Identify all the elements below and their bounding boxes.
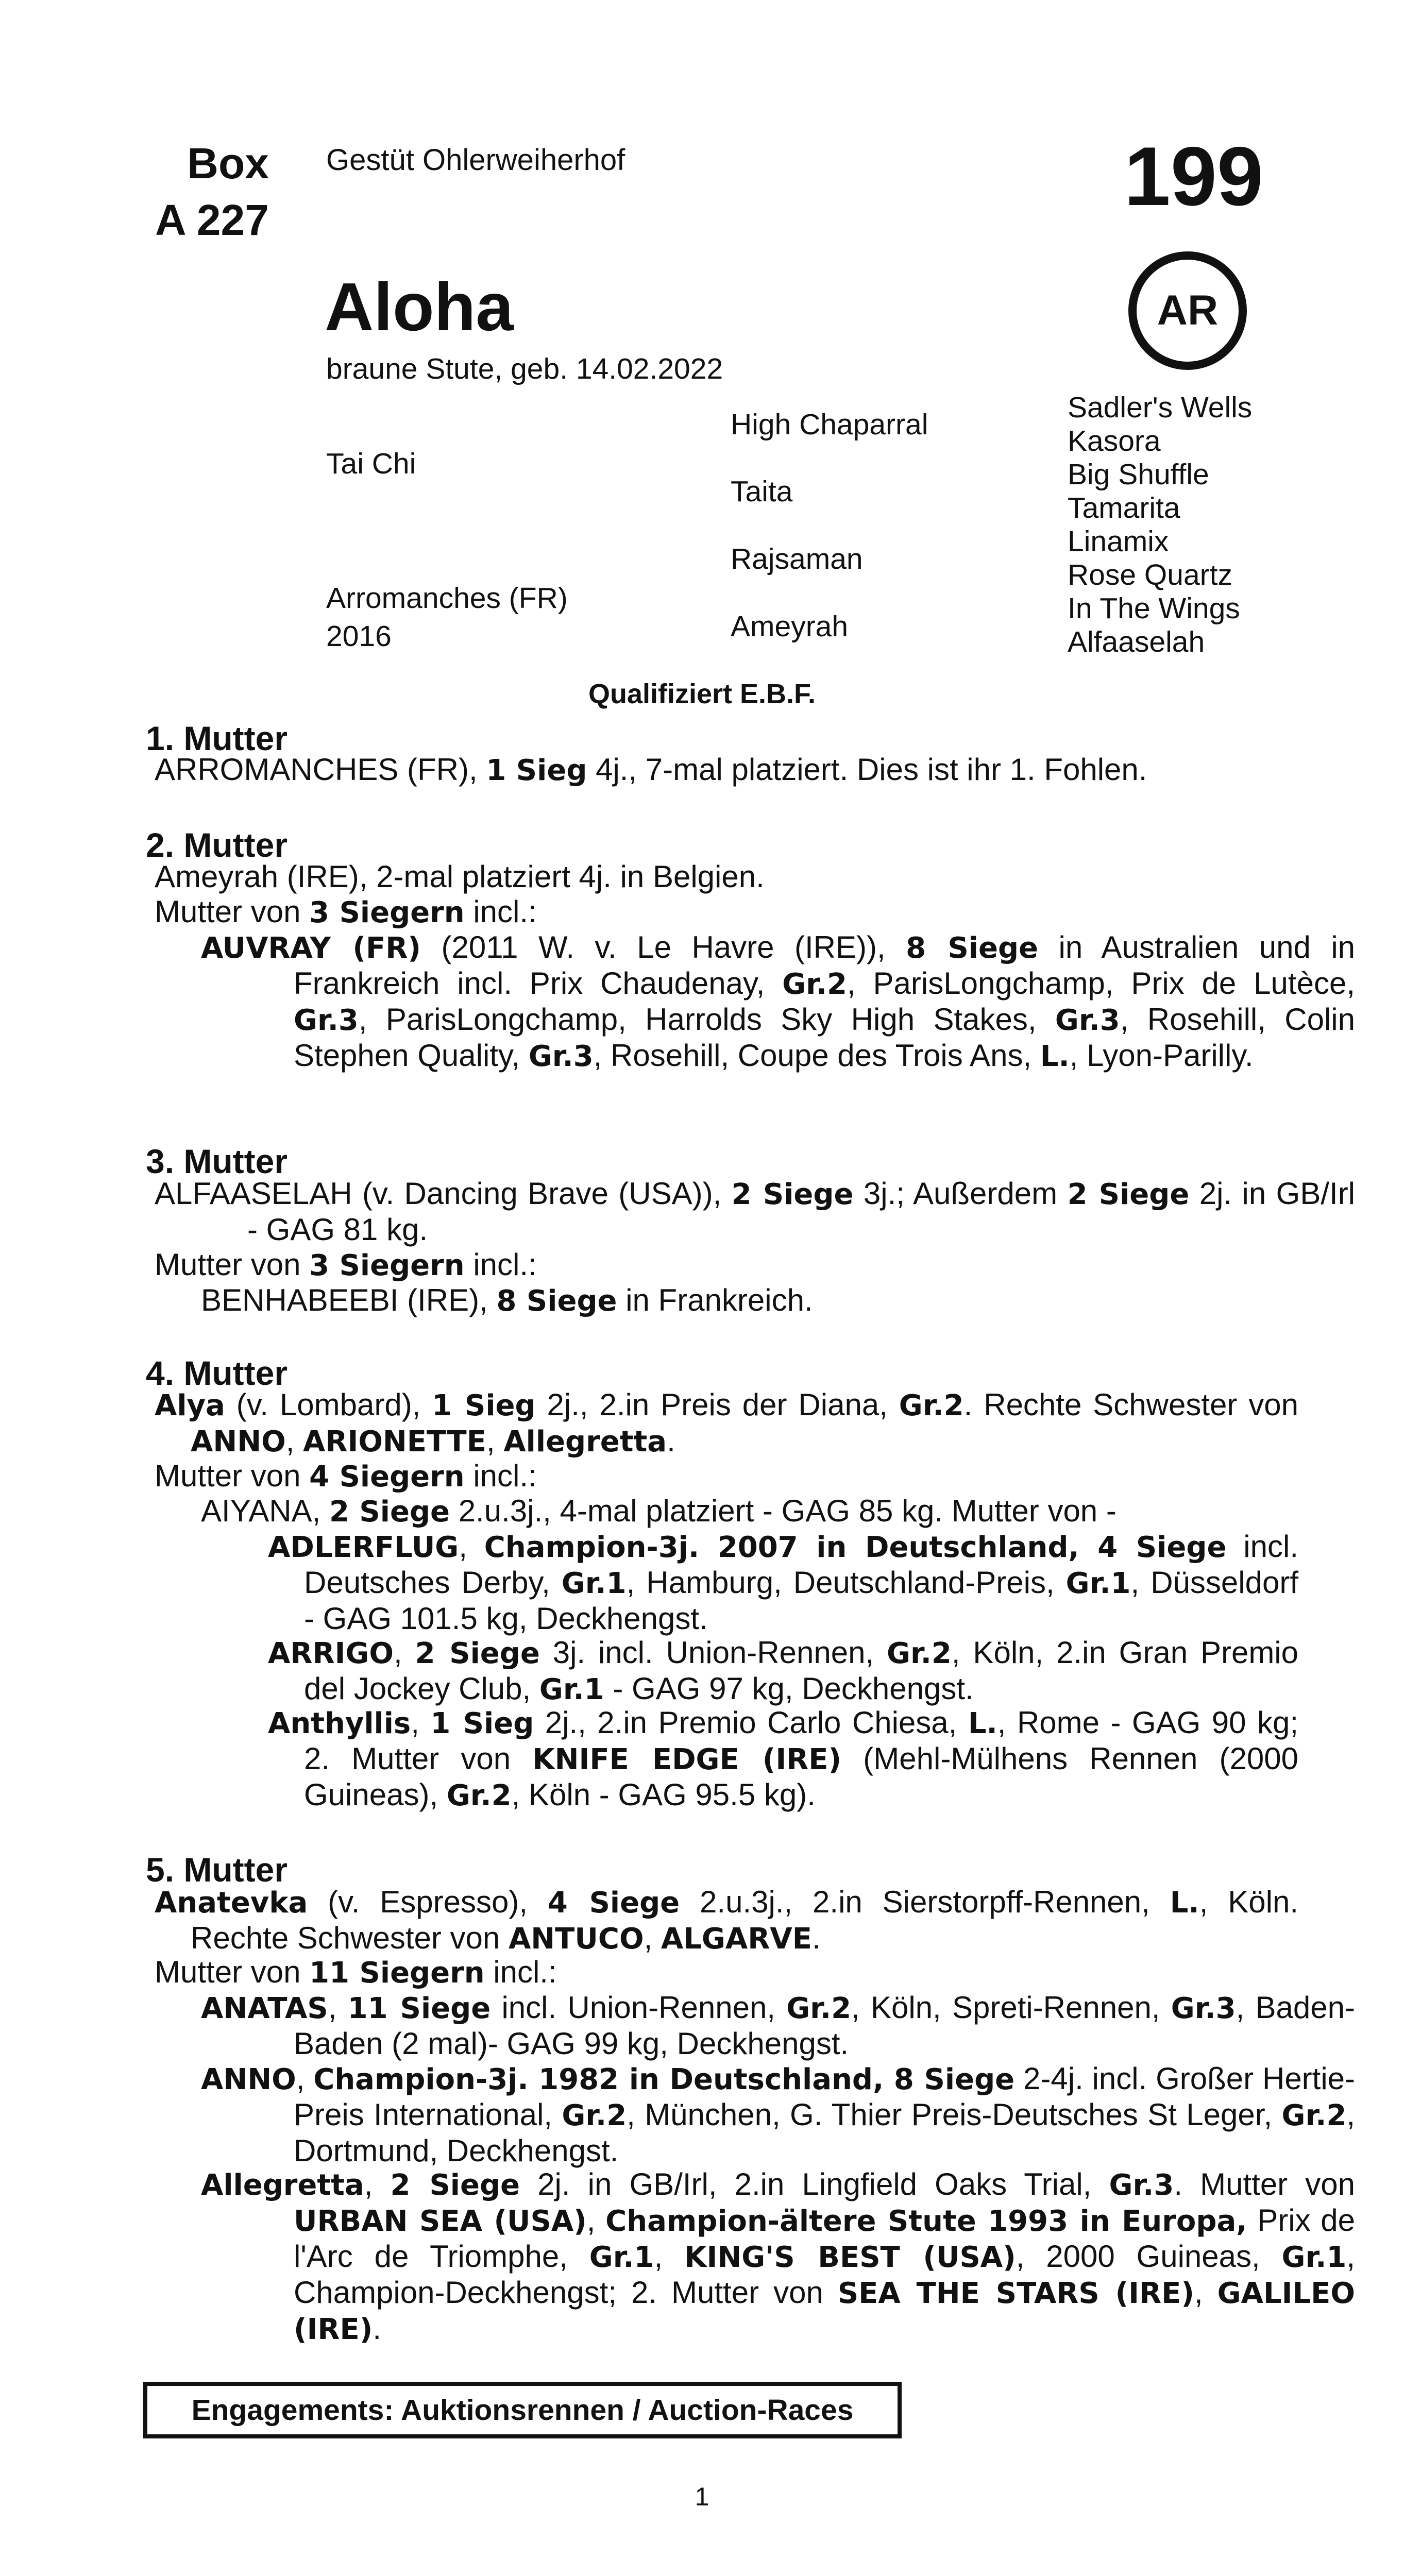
text: incl.: [473, 894, 537, 929]
title-highlight: Champion-ältere Stute 1993 in Europa, [605, 2205, 1247, 2238]
grade: Gr.3 [528, 1040, 594, 1073]
winners-intro [155, 1459, 1262, 1495]
third-dam-record [155, 1176, 1355, 1247]
horse-highlight: Allegretta [201, 2168, 364, 2202]
pedigree-great-grandparent: Kasora [1068, 425, 1161, 457]
text: , [654, 2239, 663, 2274]
grand-progeny-entry [268, 1635, 1298, 1707]
horse-highlight: ANNO [201, 2063, 296, 2096]
text: , [328, 1990, 337, 2025]
progeny-entry [201, 1494, 1262, 1530]
horse-description: braune Stute, geb. 14.02.2022 [326, 352, 723, 385]
pedigree-great-grandparent: Alfaaselah [1068, 625, 1205, 658]
text: , Lyon-Parilly. [1069, 1038, 1254, 1073]
text: , Rome - GAG 90 kg; 2. Mutter von [304, 1705, 1299, 1776]
seller-name: Gestüt Ohlerweiherhof [326, 143, 625, 177]
horse-highlight: URBAN SEA (USA) [294, 2205, 587, 2238]
pedigree-great-grandparent: Rose Quartz [1068, 558, 1232, 591]
text: , [586, 2203, 596, 2238]
text: 2.u.3j., 4-mal platziert - GAG 85 kg. Mutter von - [458, 1494, 1117, 1528]
wins: 2 Siege [415, 1637, 540, 1670]
wins: 2 Siege [1067, 1178, 1190, 1211]
wins: 1 Sieg [486, 754, 587, 787]
winners-count: 3 Siegern [309, 896, 465, 929]
section-title-2: 2. Mutter [146, 826, 288, 864]
grade: L. [1040, 1040, 1070, 1073]
pedigree-grandparent: Taita [731, 475, 793, 508]
grade: Gr.3 [294, 1004, 359, 1037]
second-dam-record: Ameyrah (IRE), 2-mal platziert 4j. in Belgien. [155, 859, 765, 894]
text: Mutter von [155, 1459, 301, 1493]
pedigree-great-grandparent: Big Shuffle [1068, 458, 1209, 491]
text: , Rosehill, Coupe des Trois Ans, [593, 1038, 1032, 1073]
text: AIYANA, [201, 1494, 321, 1528]
text: Prix de l'Arc de Triomphe, [294, 2203, 1356, 2274]
text: , [296, 2061, 305, 2096]
grade: Gr.2 [446, 1779, 512, 1812]
grade: L. [968, 1707, 997, 1740]
progeny-entry [201, 1283, 1262, 1319]
grade: Gr.3 [1055, 1004, 1120, 1037]
text: incl.: [473, 1247, 537, 1282]
wins: 2 Siege [731, 1178, 854, 1211]
text: , ParisLongchamp, Prix de Lutèce, [847, 966, 1355, 1001]
text: , [486, 1423, 495, 1458]
page-number: 1 [695, 2482, 709, 2511]
wins: 11 Siege [347, 1992, 491, 2025]
horse-name: Aloha [325, 269, 514, 345]
wins: 4 Siege [547, 1886, 680, 1920]
text: . [373, 2311, 382, 2346]
text: incl.: [473, 1459, 537, 1493]
horse-highlight: GALILEO (IRE) [294, 2277, 1356, 2346]
engagements-box [143, 2382, 902, 2438]
text: 2j. in GB/Irl - GAG 81 kg. [247, 1176, 1356, 1247]
pedigree-sire: Tai Chi [326, 447, 416, 480]
progeny-entry [201, 1990, 1355, 2061]
grand-progeny-entry [268, 1529, 1298, 1636]
pedigree-great-grandparent: In The Wings [1068, 592, 1240, 625]
text: , [285, 1423, 295, 1458]
pedigree-great-grandparent: Sadler's Wells [1068, 391, 1253, 424]
text: . Mutter von [1174, 2167, 1356, 2201]
section-title-3: 3. Mutter [146, 1142, 288, 1180]
wins: 8 Siege [496, 1284, 617, 1318]
grade: Gr.2 [562, 2099, 627, 2132]
pedigree-grandparent: Rajsaman [731, 543, 863, 575]
text: , Hamburg, Deutschland-Preis, [626, 1565, 1055, 1600]
horse-highlight: SEA THE STARS (IRE) [837, 2277, 1194, 2310]
text: , München, G. Thier Preis-Deutsches St Leger, [627, 2097, 1273, 2132]
qualification-note: Qualifiziert E.B.F. [588, 679, 816, 709]
grade: Gr.1 [589, 2241, 654, 2274]
grade: Gr.1 [561, 1567, 627, 1600]
text: , Dortmund, Deckhengst. [294, 2097, 1355, 2168]
text: . [811, 1921, 821, 1955]
winners-intro [155, 1247, 1262, 1283]
text: (v. Espresso), [328, 1885, 528, 1919]
text: in Australien und in Frankreich incl. Prix Chaudenay, [294, 930, 1356, 1001]
grade: Gr.2 [899, 1389, 964, 1422]
horse-highlight: Anatevka [155, 1886, 308, 1920]
grade: Gr.2 [1281, 2099, 1347, 2132]
text: , [411, 1705, 419, 1740]
text: , Köln - GAG 95.5 kg). [511, 1777, 816, 1812]
text: (Mehl-Mülhens Rennen (2000 Guineas), [304, 1741, 1299, 1812]
pedigree-dam: Arromanches (FR) [326, 582, 568, 615]
text: 3j.; Außerdem [863, 1176, 1058, 1211]
ar-badge-label: AR [1157, 287, 1219, 334]
winners-count: 4 Siegern [309, 1460, 465, 1494]
grade: Gr.3 [1171, 1992, 1236, 2025]
winners-intro [155, 1955, 1262, 1991]
horse-highlight: KNIFE EDGE (IRE) [532, 1743, 842, 1776]
text: incl. Deutsches Derby, [304, 1529, 1298, 1600]
text: , Champion-Deckhengst; 2. Mutter von [294, 2239, 1356, 2310]
grade: L. [1170, 1886, 1199, 1920]
grade: Gr.2 [786, 1992, 852, 2025]
wins: 1 Sieg [430, 1707, 534, 1740]
horse-highlight: ALGARVE [661, 1922, 812, 1956]
horse-highlight: ARRIGO [268, 1637, 394, 1670]
text: 4j., 7-mal platziert. Dies ist ihr 1. Fohlen. [596, 752, 1147, 787]
text: incl. Union-Rennen, [501, 1990, 775, 2025]
fifth-dam-record [155, 1885, 1298, 1957]
horse-highlight: ARIONETTE [303, 1425, 486, 1459]
horse-highlight: ADLERFLUG [268, 1531, 459, 1564]
text: 2j. in GB/Irl, 2.in Lingfield Oaks Trial, [537, 2167, 1092, 2201]
wins: 2 Siege [390, 2168, 520, 2202]
section-title-4: 4. Mutter [146, 1354, 288, 1392]
winners-intro [155, 894, 1262, 930]
pedigree-dam-year: 2016 [326, 620, 392, 653]
grade: Gr.1 [539, 1673, 604, 1706]
pedigree-great-grandparent: Tamarita [1068, 492, 1180, 524]
grade: Gr.2 [887, 1637, 952, 1670]
section-title-1: 1. Mutter [146, 719, 288, 757]
pedigree-great-grandparent: Linamix [1068, 525, 1169, 558]
text: , Köln, 2.in Gran Premio del Jockey Club, [304, 1635, 1299, 1706]
text: , Köln, Spreti-Rennen, [851, 1990, 1160, 2025]
text: , [364, 2167, 373, 2201]
text: , ParisLongchamp, Harrolds Sky High Stakes, [358, 1002, 1037, 1037]
text: , 2000 Guineas, [1016, 2239, 1260, 2274]
text: Mutter von [155, 894, 301, 929]
text: , Rosehill, Colin Stephen Quality, [294, 1002, 1355, 1073]
progeny-entry [201, 930, 1355, 1074]
text: . Rechte Schwester von [963, 1387, 1299, 1422]
lot-number: 199 [1124, 130, 1263, 223]
section-title-5: 5. Mutter [146, 1851, 288, 1889]
text: BENHABEEBI (IRE), [201, 1283, 488, 1317]
text: , [1194, 2275, 1203, 2310]
text: - GAG 97 kg, Deckhengst. [613, 1671, 974, 1706]
grade: Gr.1 [1065, 1567, 1131, 1600]
text: , Düsseldorf - GAG 101.5 kg, Deckhengst. [304, 1565, 1298, 1636]
text: in Frankreich. [625, 1283, 813, 1317]
progeny-entry [201, 2167, 1355, 2347]
text: , Baden-Baden (2 mal)- GAG 99 kg, Deckhengst. [294, 1990, 1355, 2061]
wins: Champion-3j. 2007 in Deutschland, 4 Siege [484, 1531, 1227, 1564]
wins: 2 Siege [329, 1495, 450, 1529]
horse-highlight: Anthyllis [268, 1707, 411, 1740]
horse-highlight: AUVRAY (FR) [201, 931, 421, 965]
wins: 8 Siege [906, 931, 1039, 965]
engagements-label: Engagements: Auktionsrennen / Auction-Races [191, 2394, 854, 2427]
pedigree-grandparent: High Chaparral [731, 408, 928, 441]
first-dam-record [155, 752, 1262, 788]
text: (v. Lombard), [236, 1387, 421, 1422]
text: , Köln. Rechte Schwester von [191, 1885, 1299, 1955]
progeny-entry [201, 2061, 1355, 2168]
text: Mutter von [155, 1955, 301, 1989]
text: , [644, 1921, 653, 1955]
text: Mutter von [155, 1247, 301, 1282]
text: . [667, 1423, 675, 1458]
horse-highlight: ANATAS [201, 1992, 328, 2025]
horse-highlight: KING'S BEST (USA) [684, 2241, 1016, 2274]
text: 2j., 2.in Preis der Diana, [547, 1387, 888, 1422]
fourth-dam-record [155, 1387, 1298, 1460]
text: , [459, 1529, 467, 1564]
text: ARROMANCHES (FR), [155, 752, 478, 787]
text: ALFAASELAH (v. Dancing Brave (USA)), [155, 1176, 722, 1211]
grade: Gr.3 [1109, 2168, 1174, 2202]
pedigree-grandparent: Ameyrah [731, 610, 849, 643]
wins: 1 Sieg [432, 1389, 536, 1422]
text: , [394, 1635, 402, 1670]
winners-count: 3 Siegern [309, 1249, 465, 1282]
ar-badge [1128, 251, 1247, 370]
text: 2.u.3j., 2.in Sierstorpff-Rennen, [700, 1885, 1150, 1919]
horse-highlight: Alya [155, 1389, 225, 1422]
text: (2011 W. v. Le Havre (IRE)), [441, 930, 886, 964]
horse-highlight: ANTUCO [508, 1922, 644, 1956]
text: 2j., 2.in Premio Carlo Chiesa, [545, 1705, 957, 1740]
text: 3j. incl. Union-Rennen, [552, 1635, 874, 1670]
box-label: Box [187, 139, 269, 188]
text: incl.: [493, 1955, 557, 1989]
horse-highlight: ANNO [191, 1425, 286, 1459]
winners-count: 11 Siegern [309, 1956, 485, 1990]
horse-highlight: Allegretta [503, 1425, 667, 1459]
grand-progeny-entry [268, 1705, 1298, 1814]
wins: Champion-3j. 1982 in Deutschland, 8 Siege [313, 2063, 1015, 2096]
box-number: A 227 [155, 196, 269, 244]
text: 2-4j. incl. Großer Hertie-Preis International, [294, 2061, 1356, 2132]
grade: Gr.1 [1281, 2241, 1347, 2274]
grade: Gr.2 [782, 968, 847, 1001]
